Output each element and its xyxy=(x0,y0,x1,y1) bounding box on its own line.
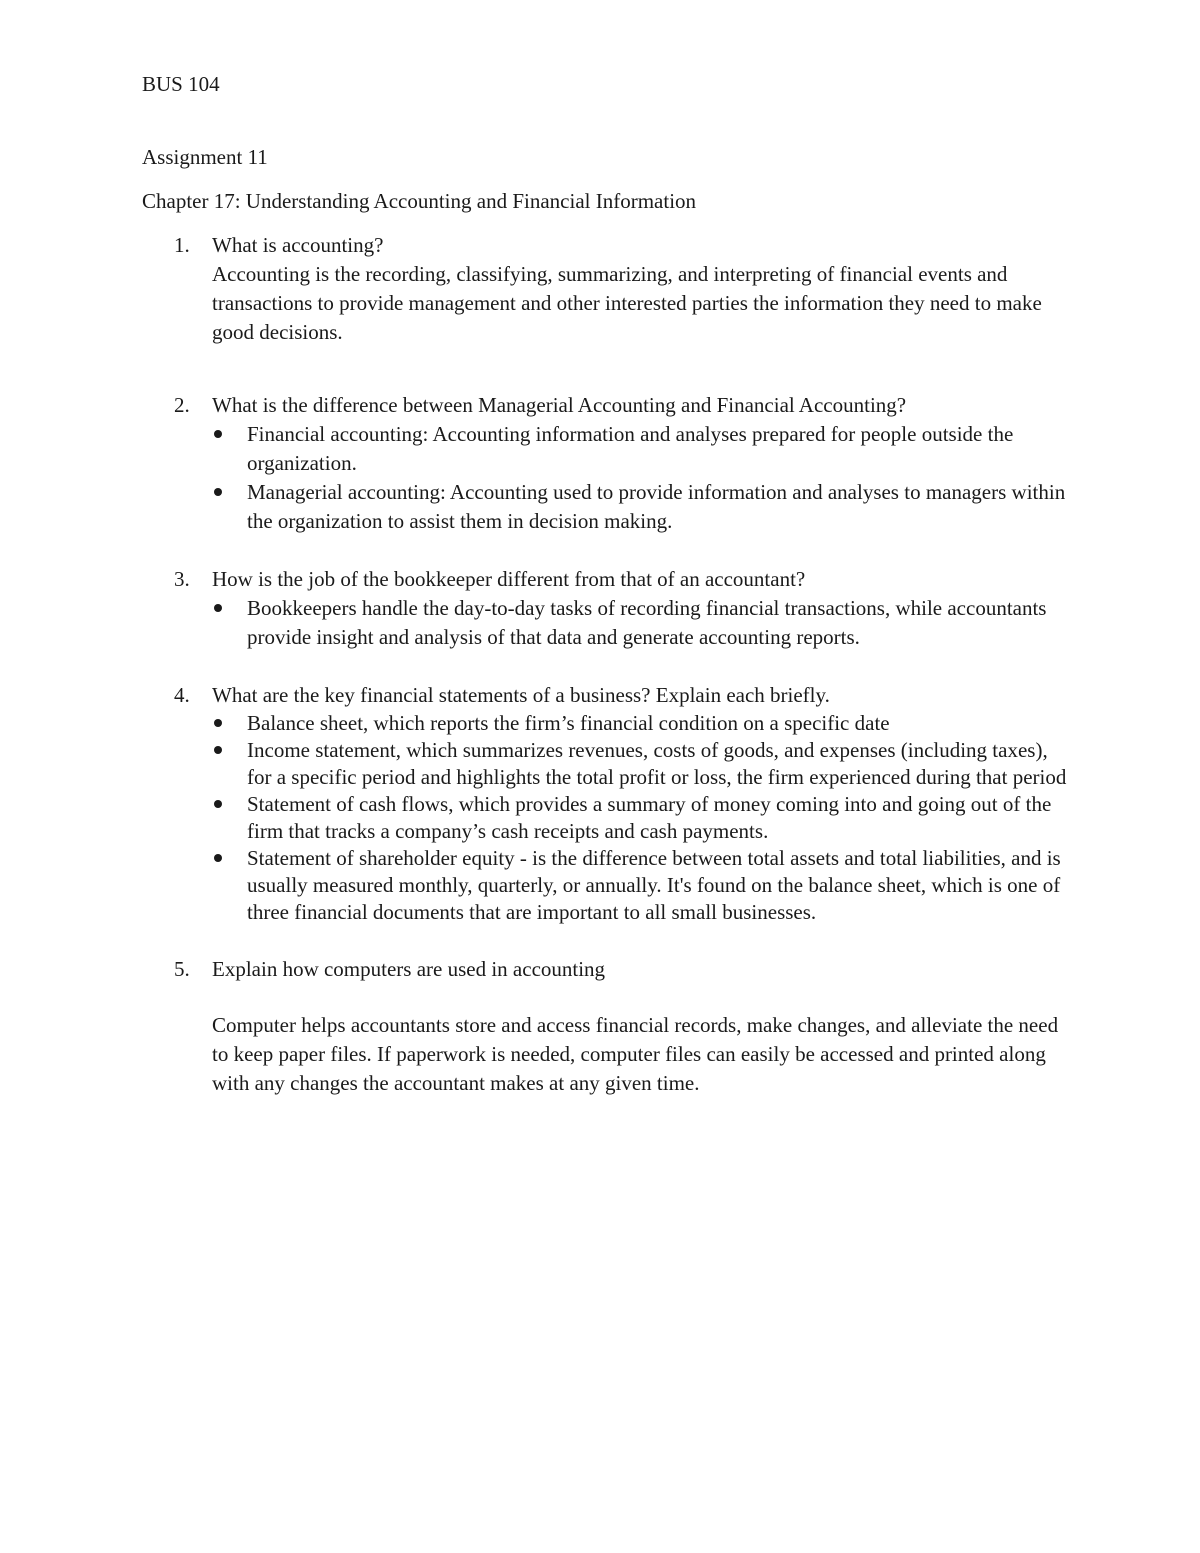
bullet-item xyxy=(212,737,1072,791)
bullet-item xyxy=(212,710,1072,737)
bullet-text: Statement of shareholder equity - is the difference between total assets and total liabilities, and is usually measured monthly, quarterly, or annually. It's found on the balance sheet, which is one of three financial documents that are important to all small businesses. xyxy=(247,846,1061,924)
bullet-item xyxy=(212,594,1072,652)
question-item xyxy=(142,391,1072,536)
question-item xyxy=(142,565,1072,652)
bullet-text: Balance sheet, which reports the firm’s financial condition on a specific date xyxy=(247,711,890,735)
bullet-list xyxy=(212,710,1072,926)
assignment-title: Assignment 11 xyxy=(142,145,268,169)
question-text: What is the difference between Managerial Accounting and Financial Accounting? xyxy=(212,393,907,417)
question-text: What are the key financial statements of a business? Explain each briefly. xyxy=(212,683,830,707)
question-number: 4. xyxy=(174,683,190,707)
bullet-text: Bookkeepers handle the day-to-day tasks of recording financial transactions, while accountants provide insight and analysis of that data and generate accounting reports. xyxy=(247,596,1047,649)
question-number: 3. xyxy=(174,567,190,591)
question-item xyxy=(142,231,1072,347)
bullet-item xyxy=(212,845,1072,926)
question-text: Explain how computers are used in accounting xyxy=(212,957,606,981)
bullet-icon xyxy=(214,746,222,754)
bullet-icon xyxy=(214,800,222,808)
question-text: What is accounting? xyxy=(212,233,384,257)
question-list xyxy=(142,231,1072,1098)
bullet-text: Managerial accounting: Accounting used to provide information and analyses to managers within the organization to assist them in decision making. xyxy=(247,480,1066,533)
chapter-title: Chapter 17: Understanding Accounting and Financial Information xyxy=(142,189,697,213)
bullet-icon xyxy=(214,430,222,438)
question-item xyxy=(142,955,1072,1098)
answer-text: Computer helps accountants store and access financial records, make changes, and alleviate the need to keep paper files. If paperwork is needed, computer files can easily be accessed and printed along with any changes the accountant makes at any given time. xyxy=(212,1013,1059,1095)
bullet-text: Income statement, which summarizes revenues, costs of goods, and expenses (including taxes), for a specific period and highlights the total profit or loss, the firm experienced during that period xyxy=(247,738,1067,789)
bullet-text: Financial accounting: Accounting information and analyses prepared for people outside the organization. xyxy=(247,422,1014,475)
bullet-icon xyxy=(214,854,222,862)
question-item xyxy=(142,681,1072,926)
bullet-list xyxy=(212,594,1072,652)
bullet-list xyxy=(212,420,1072,536)
answer-text: Accounting is the recording, classifying, summarizing, and interpreting of financial events and transactions to provide management and other interested parties the information they need to make good decisions. xyxy=(212,262,1042,344)
bullet-item xyxy=(212,791,1072,845)
question-text: How is the job of the bookkeeper different from that of an accountant? xyxy=(212,567,806,591)
question-number: 5. xyxy=(174,957,190,981)
bullet-icon xyxy=(214,719,222,727)
bullet-item xyxy=(212,478,1072,536)
question-number: 1. xyxy=(174,233,190,257)
bullet-icon xyxy=(214,488,222,496)
document-page xyxy=(142,70,1072,1098)
bullet-item xyxy=(212,420,1072,478)
bullet-text: Statement of cash flows, which provides a summary of money coming into and going out of the firm that tracks a company’s cash receipts and cash payments. xyxy=(247,792,1052,843)
question-number: 2. xyxy=(174,393,190,417)
bullet-icon xyxy=(214,604,222,612)
course-code: BUS 104 xyxy=(142,72,220,96)
